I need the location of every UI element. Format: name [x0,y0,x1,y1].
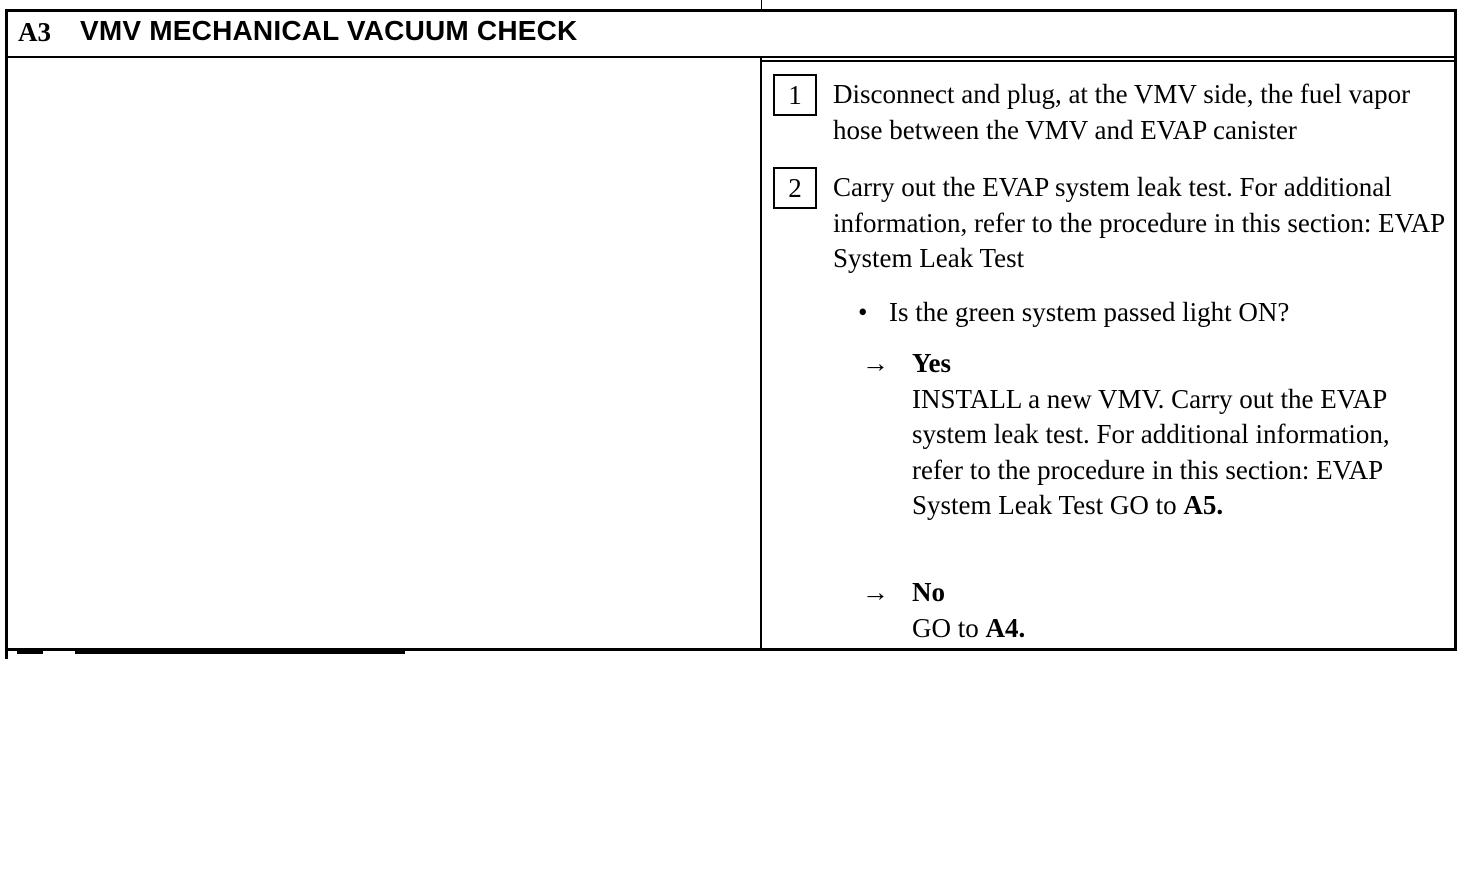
table-left-rail [5,651,8,659]
procedure-panel [762,62,1454,648]
step-1-number-box: 1 [773,74,817,116]
diagnostic-step-table [5,9,1457,651]
step-1-text: Disconnect and plug, at the VMV side, the fuel vapor hose between the VMV and EVAP canister [833,79,1411,145]
answer-no [862,575,1432,646]
step-id: A3 [18,17,51,47]
next-step-header-fragment [5,651,425,661]
answer-yes-body [912,382,1432,524]
step-header [8,12,1454,58]
answer-yes-text: INSTALL a new VMV. Carry out the EVAP system leak test. For additional information, refer to the procedure in this section: EVAP System Leak Test GO to [912,383,1390,520]
question-text: Is the green system passed light ON? [889,297,1290,327]
answer-no-text: GO to [912,612,979,643]
bullet-icon: • [858,297,868,327]
step-2-text: Carry out the EVAP system leak test. For additional information, refer to the procedure in this section: EVAP System Leak Test [833,172,1445,273]
arrow-right-icon: → [862,348,889,378]
question-line [858,295,1289,331]
illustration-panel [8,58,760,648]
arrow-right-icon: → [862,577,889,607]
answer-yes-goto: A5. [1183,490,1224,520]
answer-yes [862,346,1432,524]
step-2-number-box: 2 [773,167,817,209]
top-column-tick [761,0,762,9]
answer-yes-label: Yes [912,348,951,378]
answer-no-label: No [912,577,945,607]
answer-no-body [912,611,1432,647]
answer-no-goto: A4. [985,612,1026,643]
step-title: VMV MECHANICAL VACUUM CHECK [80,15,578,46]
